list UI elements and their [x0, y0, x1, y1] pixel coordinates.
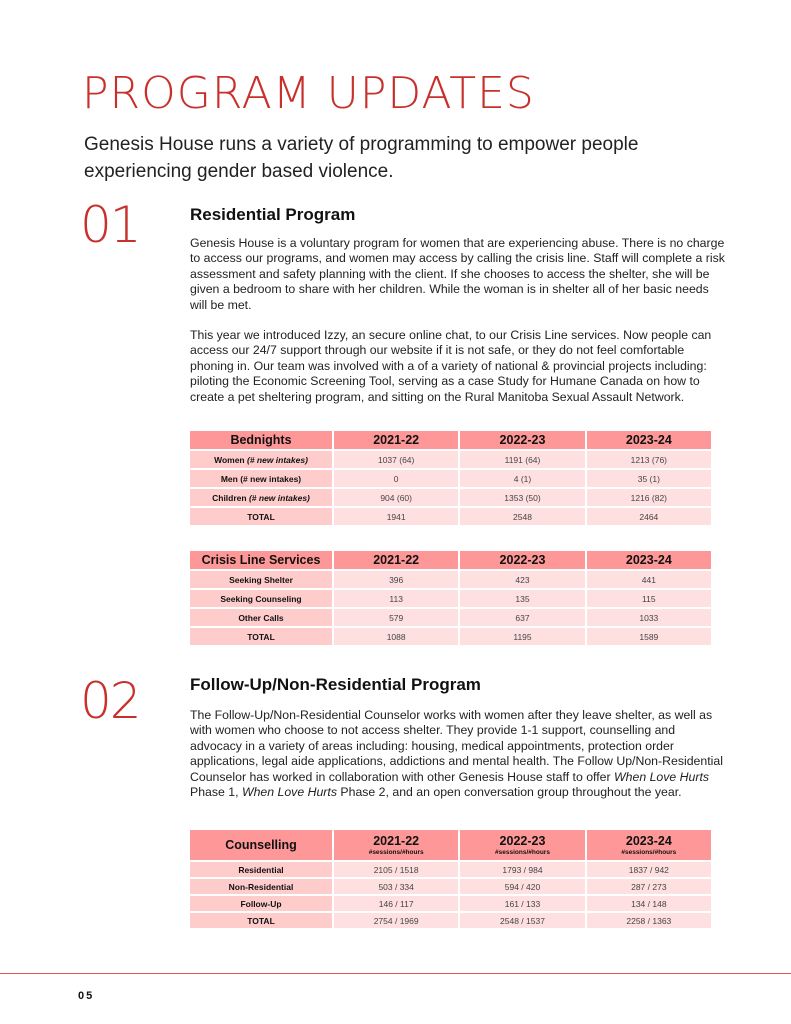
intro-text: Genesis House runs a variety of programming to empower people experiencing gender based violence.	[84, 134, 639, 182]
header-year: 2023-24	[625, 834, 672, 848]
table-cell: 35 (1)	[587, 470, 711, 487]
table-cell: 287 / 273	[587, 879, 711, 894]
header-year: 2022-23	[499, 834, 546, 848]
table-cell: 1941	[334, 508, 458, 525]
table-row	[190, 609, 711, 626]
table-cell: 161 / 133	[460, 896, 584, 911]
program-name-italic: When Love Hurts	[241, 785, 337, 800]
table-cell: 503 / 334	[334, 879, 458, 894]
table-cell: 1793 / 984	[460, 862, 584, 877]
header-cell: 2022-23	[460, 431, 584, 449]
table-cell: 396	[334, 571, 458, 588]
header-cell: 2023-24	[587, 551, 711, 569]
residential-paragraph-2: This year we introduced Izzy, an secure online chat, to our Crisis Line services. Now people can access our 24/7 support through our website if it is not safe, or they do not feel comfortable phoning in. Our team was involved with a of a variety of national & provincial projects including: piloting the Economic Screening Tool, serving as a case Study for Humane Canada on how to create a pet sheltering program, and sitting on the Rural Manitoba Sexual Assault Network.	[190, 328, 712, 404]
row-label-text: Women	[214, 454, 247, 465]
row-label	[190, 451, 332, 468]
table-cell: 423	[460, 571, 584, 588]
bednights-table	[188, 429, 713, 527]
page-number: 05	[78, 990, 95, 1002]
row-label-text: Men (# new intakes)	[220, 473, 302, 484]
table-cell: 2548	[460, 508, 584, 525]
table-cell: 1191 (64)	[460, 451, 584, 468]
table-cell: 1216 (82)	[587, 489, 711, 506]
section-title-residential: Residential Program	[190, 205, 356, 224]
row-label: Follow-Up	[190, 896, 332, 911]
table-cell: 134 / 148	[587, 896, 711, 911]
header-cell	[334, 830, 458, 860]
row-label: Seeking Counseling	[190, 590, 332, 607]
header-cell: Crisis Line Services	[190, 551, 332, 569]
table-cell: 441	[587, 571, 711, 588]
header-cell: 2021-22	[334, 431, 458, 449]
row-label	[190, 508, 332, 525]
table-cell: 1195	[460, 628, 584, 645]
table-cell: 1589	[587, 628, 711, 645]
page-title: PROGRAM UPDATES	[82, 68, 535, 119]
table-row	[190, 571, 711, 588]
table-cell: 637	[460, 609, 584, 626]
table-row	[190, 489, 711, 506]
header-cell: 2023-24	[587, 431, 711, 449]
table-cell: 1837 / 942	[587, 862, 711, 877]
paragraph-text: Phase 1,	[190, 785, 242, 800]
table-cell: 135	[460, 590, 584, 607]
table-cell: 1037 (64)	[334, 451, 458, 468]
header-subtitle: #sessions/#hours	[495, 849, 550, 856]
table-cell: 2105 / 1518	[334, 862, 458, 877]
table-cell: 113	[334, 590, 458, 607]
header-cell: Bednights	[190, 431, 332, 449]
table-row	[190, 451, 711, 468]
table-cell: 904 (60)	[334, 489, 458, 506]
table-row	[190, 862, 711, 877]
row-label: Residential	[190, 862, 332, 877]
row-label-italic: (# new intakes)	[248, 492, 310, 503]
table-cell: 2258 / 1363	[587, 913, 711, 928]
program-name-italic: When Love Hurts	[614, 769, 710, 784]
row-label: Other Calls	[190, 609, 332, 626]
table-header-row	[190, 830, 711, 860]
table-cell: 0	[334, 470, 458, 487]
table-row	[190, 896, 711, 911]
row-label	[190, 470, 332, 487]
table-row-total	[190, 508, 711, 525]
header-year: 2021-22	[373, 834, 420, 848]
table-row	[190, 879, 711, 894]
table-cell: 1213 (76)	[587, 451, 711, 468]
section-number-02: 02	[80, 672, 140, 730]
header-cell	[460, 830, 584, 860]
table-cell: 2754 / 1969	[334, 913, 458, 928]
header-cell	[587, 830, 711, 860]
header-subtitle: #sessions/#hours	[368, 849, 424, 856]
table-row-total	[190, 628, 711, 645]
table-cell: 579	[334, 609, 458, 626]
table-cell: 146 / 117	[334, 896, 458, 911]
table-cell: 115	[587, 590, 711, 607]
counselling-table	[188, 828, 713, 930]
table-cell: 4 (1)	[460, 470, 584, 487]
row-label: TOTAL	[190, 913, 332, 928]
row-label-italic: (# new intakes)	[246, 454, 308, 465]
header-cell: 2021-22	[334, 551, 458, 569]
crisis-line-table	[188, 549, 713, 647]
row-label: TOTAL	[190, 628, 332, 645]
header-cell: Counselling	[190, 830, 332, 860]
row-label	[190, 489, 332, 506]
table-header-row	[190, 431, 711, 449]
table-row	[190, 470, 711, 487]
table-cell: 2464	[587, 508, 711, 525]
row-label: Non-Residential	[190, 879, 332, 894]
paragraph-text: Phase 2, and an open conversation group throughout the year.	[336, 785, 682, 800]
row-label: Seeking Shelter	[190, 571, 332, 588]
footer-divider	[0, 973, 791, 974]
section-title-follow-up: Follow-Up/Non-Residential Program	[190, 675, 481, 694]
row-label-text: Children	[212, 492, 249, 503]
residential-paragraph-1: Genesis House is a voluntary program for women that are experiencing abuse. There is no charge to access our programs, and women may access by calling the crisis line. Staff will complete a risk assessment and safety planning with the client. If she chooses to access the shelter, she will be given a bedroom to share with her children. While the woman is in shelter all of her basic needs will be met.	[190, 236, 725, 312]
table-cell: 2548 / 1537	[460, 913, 584, 928]
follow-up-paragraph	[190, 708, 725, 800]
table-cell: 1088	[334, 628, 458, 645]
header-subtitle: #sessions/#hours	[621, 849, 677, 856]
paragraph-text: The Follow-Up/Non-Residential Counselor works with women after they leave shelter, as well as with women who choose to not access shelter. They provide 1-1 support, counselling and advocacy in a variety of areas including: housing, medical appointments, protection order applications, legal aide applications, addictions and mental health. The Follow Up/Non-Residential Counselor has worked in collaboration with other Genesis House staff to offer	[190, 708, 723, 784]
table-cell: 1353 (50)	[460, 489, 584, 506]
table-row	[190, 590, 711, 607]
table-header-row	[190, 551, 711, 569]
table-row-total	[190, 913, 711, 928]
header-cell: 2022-23	[460, 551, 584, 569]
table-cell: 1033	[587, 609, 711, 626]
row-label-text: TOTAL	[247, 511, 275, 522]
section-number-01: 01	[80, 196, 140, 254]
table-cell: 594 / 420	[460, 879, 584, 894]
